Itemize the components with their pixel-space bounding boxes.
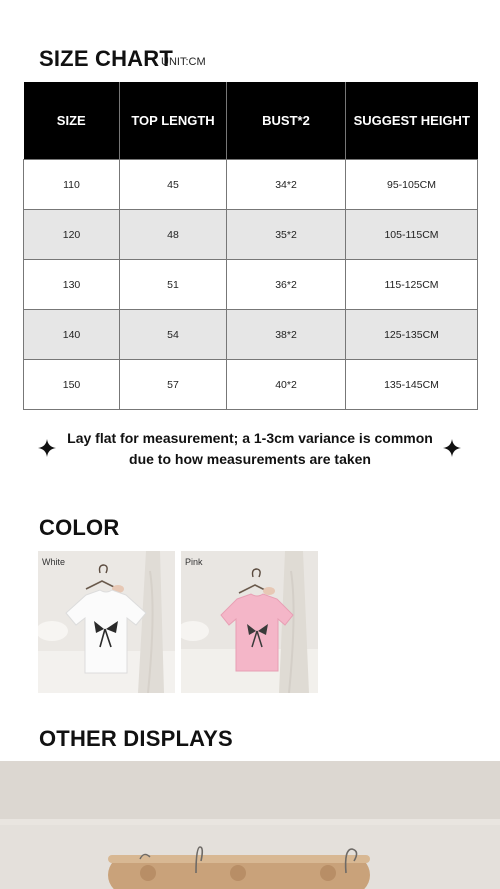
table-cell-bust: 38*2 — [227, 310, 346, 360]
table-cell-top-length: 51 — [120, 260, 227, 310]
sparkle-icon — [443, 439, 461, 457]
pink-shirt-photo — [181, 551, 318, 693]
table-cell-top-length: 54 — [120, 310, 227, 360]
measurement-note-line-2: due to how measurements are taken — [129, 451, 371, 467]
table-cell-size: 140 — [24, 310, 120, 360]
table-row — [24, 210, 478, 260]
table-cell-top-length: 45 — [120, 160, 227, 210]
table-row — [24, 160, 478, 210]
color-section-title: COLOR — [39, 515, 120, 540]
column-header-suggest-height: SUGGEST HEIGHT — [346, 82, 478, 160]
sparkle-icon — [38, 439, 56, 457]
size-chart-title: SIZE CHART — [39, 46, 173, 71]
table-cell-suggest-height: 105-115CM — [346, 210, 478, 260]
white-shirt-photo — [38, 551, 175, 693]
table-row — [24, 360, 478, 410]
hanger-rack-image — [0, 761, 500, 889]
column-header-top-length: TOP LENGTH — [120, 82, 227, 160]
table-cell-bust: 35*2 — [227, 210, 346, 260]
table-cell-suggest-height: 135-145CM — [346, 360, 478, 410]
table-cell-size: 130 — [24, 260, 120, 310]
table-cell-suggest-height: 95-105CM — [346, 160, 478, 210]
table-cell-top-length: 57 — [120, 360, 227, 410]
column-header-size: SIZE — [24, 82, 120, 160]
table-cell-suggest-height: 115-125CM — [346, 260, 478, 310]
measurement-note-line-1: Lay flat for measurement; a 1-3cm variance is common — [67, 430, 433, 446]
measurement-note — [60, 428, 440, 470]
color-swatch-label: White — [42, 557, 66, 567]
size-chart-unit: UNIT:CM — [161, 56, 206, 68]
table-cell-size: 120 — [24, 210, 120, 260]
table-cell-size: 110 — [24, 160, 120, 210]
table-row — [24, 310, 478, 360]
size-chart-table — [23, 82, 478, 410]
table-cell-bust: 40*2 — [227, 360, 346, 410]
table-cell-size: 150 — [24, 360, 120, 410]
table-cell-bust: 36*2 — [227, 260, 346, 310]
color-swatch-white[interactable] — [38, 551, 175, 693]
other-displays-title: OTHER DISPLAYS — [39, 726, 233, 751]
color-swatch-pink[interactable] — [181, 551, 318, 693]
column-header-bust: BUST*2 — [227, 82, 346, 160]
color-swatch-label: Pink — [185, 557, 203, 567]
size-chart-header-row — [24, 82, 478, 160]
other-displays-photo — [0, 761, 500, 889]
table-cell-bust: 34*2 — [227, 160, 346, 210]
table-row — [24, 260, 478, 310]
table-cell-top-length: 48 — [120, 210, 227, 260]
table-cell-suggest-height: 125-135CM — [346, 310, 478, 360]
